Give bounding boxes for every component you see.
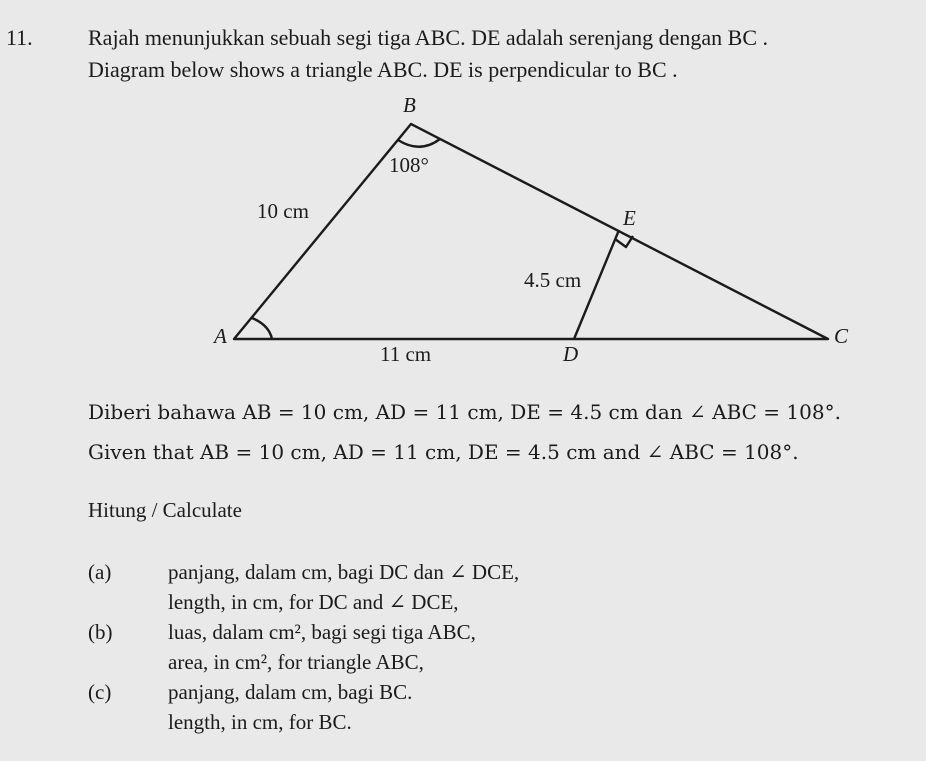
part-b-label: (b) bbox=[88, 620, 113, 644]
vertex-a-label: A bbox=[214, 324, 227, 348]
given-malay: Diberi bahawa AB = 10 cm, AD = 11 cm, DE = 4.5 cm dan ∠ ABC = 108°. bbox=[88, 400, 841, 424]
angle-a-arc bbox=[252, 318, 272, 339]
side-de-label: 4.5 cm bbox=[524, 268, 582, 292]
part-c-english: length, in cm, for BC. bbox=[168, 710, 352, 734]
triangle-abc bbox=[234, 124, 828, 339]
part-a-malay: panjang, dalam cm, bagi DC dan ∠ DCE, bbox=[168, 560, 520, 584]
part-c-label: (c) bbox=[88, 680, 112, 704]
angle-b-arc bbox=[398, 139, 440, 147]
instruction: Hitung / Calculate bbox=[88, 498, 242, 522]
given-english: Given that AB = 10 cm, AD = 11 cm, DE = 4.5 cm and ∠ ABC = 108°. bbox=[88, 440, 799, 464]
side-ab-label: 10 cm bbox=[257, 199, 309, 223]
angle-b-label: 108° bbox=[389, 153, 429, 177]
question-intro-english: Diagram below shows a triangle ABC. DE is perpendicular to BC . bbox=[88, 57, 678, 82]
part-a-label: (a) bbox=[88, 560, 112, 584]
part-b-malay: luas, dalam cm², bagi segi tiga ABC, bbox=[168, 620, 476, 644]
vertex-b-label: B bbox=[403, 93, 416, 117]
vertex-c-label: C bbox=[834, 324, 849, 348]
part-a-english: length, in cm, for DC and ∠ DCE, bbox=[168, 590, 459, 614]
side-ad-label: 11 cm bbox=[380, 342, 432, 366]
part-b-english: area, in cm², for triangle ABC, bbox=[168, 650, 424, 674]
part-c-malay: panjang, dalam cm, bagi BC. bbox=[168, 680, 413, 704]
question-intro-malay: Rajah menunjukkan sebuah segi tiga ABC. DE adalah serenjang dengan BC . bbox=[88, 25, 769, 50]
vertex-e-label: E bbox=[623, 206, 636, 230]
vertex-d-label: D bbox=[563, 342, 579, 366]
question-number: 11. bbox=[6, 25, 33, 50]
